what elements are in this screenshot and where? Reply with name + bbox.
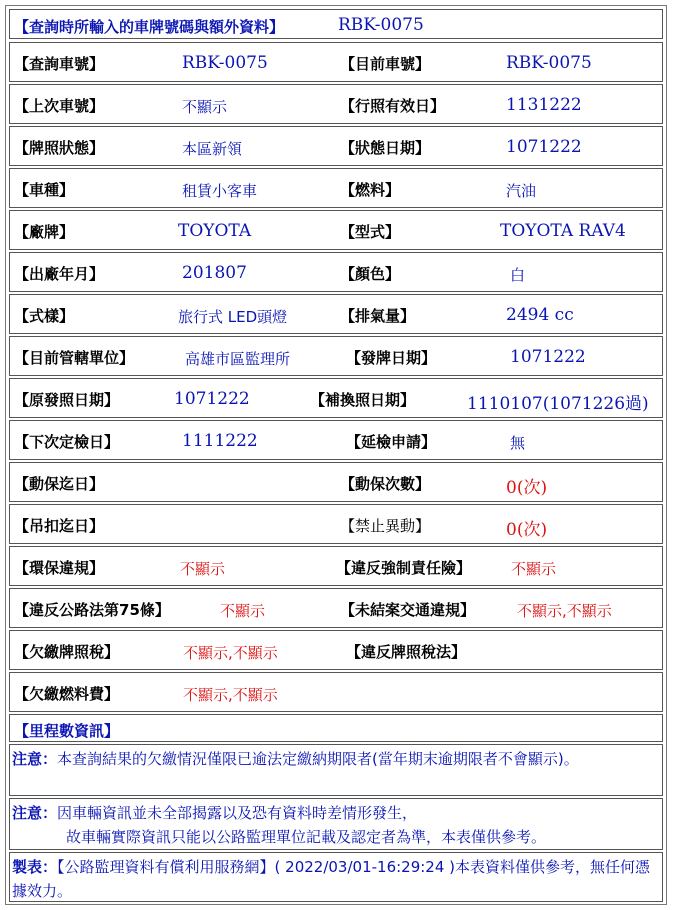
value-transfer-ban: 0(次) bbox=[506, 520, 548, 540]
label-suspension-end: 【吊扣迄日】 bbox=[14, 517, 105, 535]
report-footer-body: 本表資料僅供參考，無任何憑據效力。 bbox=[12, 858, 651, 900]
row-jurisdiction bbox=[9, 336, 663, 376]
note-arrears-body: 本查詢結果的欠繳情況僅限已逾法定繳納期限者(當年期末逾期限者不會顯示)。 bbox=[57, 750, 579, 768]
label-body-style: 【式樣】 bbox=[14, 307, 75, 325]
mileage-title: 【里程數資訊】 bbox=[14, 722, 120, 740]
value-color: 白 bbox=[510, 266, 526, 284]
label-transfer-ban: 【禁止異動】 bbox=[340, 517, 431, 535]
value-license-tax-arrears: 不顯示,不顯示 bbox=[183, 644, 278, 662]
value-jurisdiction: 高雄市區監理所 bbox=[185, 350, 291, 368]
mileage-section bbox=[9, 714, 663, 742]
row-environmental-violation bbox=[9, 546, 663, 586]
note-disclaimer-label: 注意： bbox=[12, 804, 58, 822]
value-next-inspection: 1111222 bbox=[182, 431, 258, 451]
row-plate-number bbox=[9, 42, 663, 82]
label-issue-date: 【發牌日期】 bbox=[346, 349, 437, 367]
value-environmental-violation: 不顯示 bbox=[180, 560, 226, 578]
row-manufacture-date bbox=[9, 252, 663, 292]
label-vehicle-type: 【車種】 bbox=[14, 181, 75, 199]
query-header-row bbox=[9, 9, 663, 39]
value-fuel-fee-arrears: 不顯示,不顯示 bbox=[183, 686, 278, 704]
label-model: 【型式】 bbox=[340, 223, 401, 241]
label-color: 【顏色】 bbox=[340, 265, 401, 283]
row-suspension bbox=[9, 504, 663, 544]
result-panel bbox=[5, 5, 667, 905]
row-highway-law-violation bbox=[9, 588, 663, 628]
label-current-plate: 【目前車號】 bbox=[340, 55, 431, 73]
row-chattel-mortgage bbox=[9, 462, 663, 502]
row-vehicle-type bbox=[9, 168, 663, 208]
row-previous-plate bbox=[9, 84, 663, 124]
value-brand: TOYOTA bbox=[178, 221, 252, 241]
row-brand bbox=[9, 210, 663, 250]
value-highway-law-violation: 不顯示 bbox=[220, 602, 266, 620]
label-manufacture-date: 【出廠年月】 bbox=[14, 265, 105, 283]
label-license-expiry: 【行照有效日】 bbox=[340, 97, 446, 115]
value-issue-date: 1071222 bbox=[510, 347, 586, 367]
label-original-license-date: 【原發照日期】 bbox=[14, 391, 120, 409]
row-plate-status bbox=[9, 126, 663, 166]
row-license-tax-arrears bbox=[9, 630, 663, 670]
label-fuel: 【燃料】 bbox=[340, 181, 401, 199]
label-reissue-date: 【補換照日期】 bbox=[310, 391, 416, 409]
value-query-plate: RBK-0075 bbox=[182, 53, 268, 73]
note-disclaimer-line1: 因車輛資訊並未全部揭露以及恐有資料時差情形發生， bbox=[57, 804, 418, 822]
label-insurance-violation: 【違反強制責任險】 bbox=[336, 559, 472, 577]
value-inspection-extension: 無 bbox=[510, 434, 526, 452]
value-unsettled-traffic-violation: 不顯示,不顯示 bbox=[517, 602, 612, 620]
label-chattel-mortgage-count: 【動保次數】 bbox=[340, 475, 431, 493]
value-model: TOYOTA RAV4 bbox=[500, 221, 626, 241]
query-header-plate: RBK-0075 bbox=[338, 15, 424, 35]
value-manufacture-date: 201807 bbox=[182, 263, 247, 283]
label-brand: 【廠牌】 bbox=[14, 223, 75, 241]
value-vehicle-type: 租賃小客車 bbox=[182, 182, 258, 200]
report-footer-source: 【公路監理資料有償利用服務網】 bbox=[57, 858, 275, 876]
value-current-plate: RBK-0075 bbox=[506, 53, 592, 73]
value-insurance-violation: 不顯示 bbox=[511, 560, 557, 578]
label-plate-status: 【牌照狀態】 bbox=[14, 139, 105, 157]
value-displacement: 2494 cc bbox=[506, 305, 574, 325]
label-inspection-extension: 【延檢申請】 bbox=[346, 433, 437, 451]
label-status-date: 【狀態日期】 bbox=[340, 139, 431, 157]
report-footer bbox=[9, 852, 663, 902]
value-fuel: 汽油 bbox=[506, 182, 537, 200]
label-license-tax-arrears: 【欠繳牌照稅】 bbox=[14, 643, 120, 661]
value-status-date: 1071222 bbox=[506, 137, 582, 157]
label-unsettled-traffic-violation: 【未結案交通違規】 bbox=[340, 601, 476, 619]
note-disclaimer-line2: 故車輛實際資訊只能以公路監理單位記載及認定者為準，本表僅供參考。 bbox=[66, 828, 547, 846]
label-next-inspection: 【下次定檢日】 bbox=[14, 433, 120, 451]
query-header-title: 【查詢時所輸入的車牌號碼與額外資料】 bbox=[14, 18, 285, 36]
label-fuel-fee-arrears: 【欠繳燃料費】 bbox=[14, 685, 120, 703]
label-chattel-mortgage-end: 【動保迄日】 bbox=[14, 475, 105, 493]
label-jurisdiction: 【目前管轄單位】 bbox=[14, 349, 135, 367]
report-footer-timestamp: ( 2022/03/01-16:29:24 ) bbox=[274, 858, 456, 876]
label-license-tax-violation: 【違反牌照稅法】 bbox=[346, 643, 467, 661]
row-body-style bbox=[9, 294, 663, 334]
report-footer-label: 製表： bbox=[12, 858, 58, 876]
value-previous-plate: 不顯示 bbox=[182, 98, 228, 116]
label-environmental-violation: 【環保違規】 bbox=[14, 559, 105, 577]
value-plate-status: 本區新領 bbox=[182, 140, 243, 158]
report-footer-text bbox=[12, 855, 656, 903]
label-previous-plate: 【上次車號】 bbox=[14, 97, 105, 115]
label-highway-law-violation: 【違反公路法第75條】 bbox=[14, 601, 170, 619]
note-disclaimer bbox=[9, 798, 663, 850]
note-arrears-text bbox=[12, 747, 656, 771]
value-license-expiry: 1131222 bbox=[506, 95, 582, 115]
row-fuel-fee-arrears bbox=[9, 672, 663, 712]
value-body-style: 旅行式 LED頭燈 bbox=[178, 308, 288, 326]
note-disclaimer-text bbox=[12, 801, 656, 849]
row-original-license-date bbox=[9, 378, 663, 418]
value-chattel-mortgage-count: 0(次) bbox=[506, 478, 548, 498]
label-query-plate: 【查詢車號】 bbox=[14, 55, 105, 73]
label-displacement: 【排氣量】 bbox=[340, 307, 416, 325]
row-next-inspection bbox=[9, 420, 663, 460]
note-arrears bbox=[9, 744, 663, 796]
value-reissue-date: 1110107(1071226過) bbox=[467, 394, 649, 414]
value-original-license-date: 1071222 bbox=[174, 389, 250, 409]
note-arrears-label: 注意： bbox=[12, 750, 58, 768]
